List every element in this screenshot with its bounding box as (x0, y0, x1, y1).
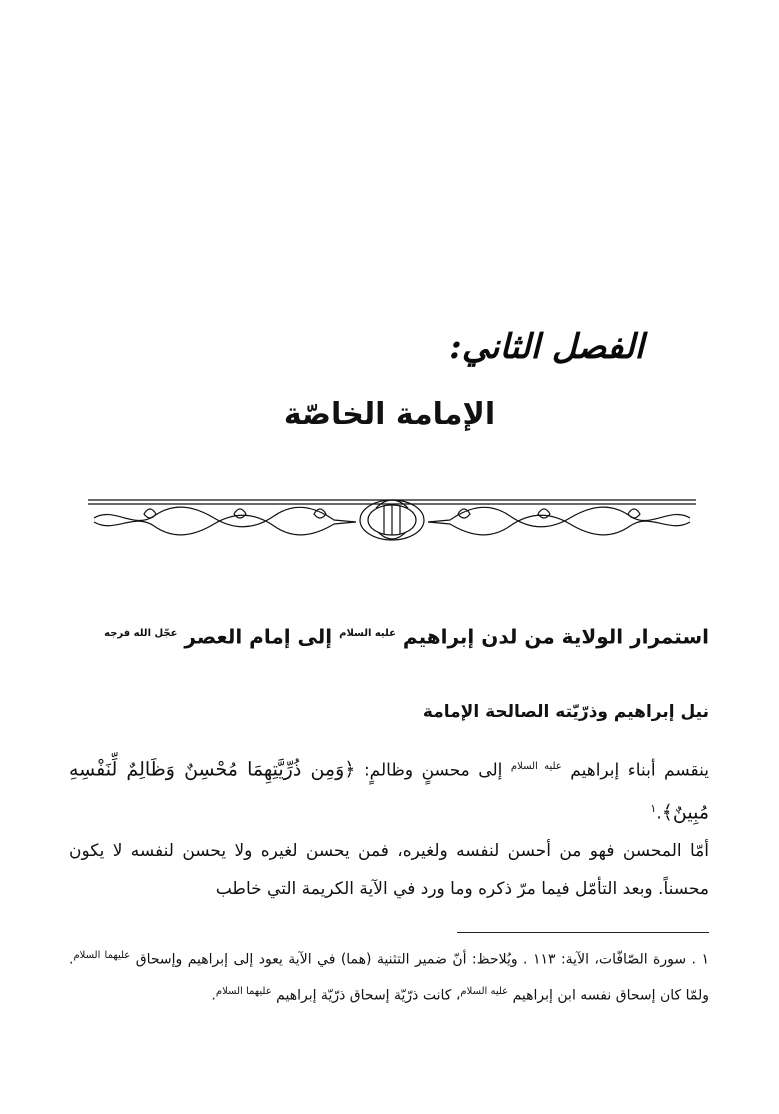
footnotes (69, 940, 709, 1011)
blessing-mark: عجّل الله فرجه (104, 628, 178, 639)
section-heading (69, 616, 709, 655)
chapter-title: الإمامة الخاصّة (283, 397, 496, 432)
ornament-divider (84, 488, 700, 550)
footnote-divider (457, 932, 709, 933)
paragraph-text: . (656, 803, 662, 824)
blessing-mark: عليه السلام (510, 761, 562, 772)
blessing-mark: عليه السلام (460, 985, 509, 997)
paragraph: أمّا المحسن فهو من أحسن لنفسه ولغيره، فمن يحسن لغيره ولا يحسن لنفسه لا يكون محسناً. وبعد التأمّل فيما مرّ ذكره وما ورد في الآية الكريمة التي خاطب (69, 841, 709, 900)
section-heading-text: استمرار الولاية من لدن إبراهيم (402, 624, 709, 649)
paragraph (69, 748, 709, 832)
chapter-label: الفصل الثاني: (449, 327, 644, 367)
section-heading-tail: إلى إمام العصر (184, 624, 333, 649)
paragraph-text: إلى محسنٍ وظالمٍ: (363, 760, 503, 781)
footnote-text: . ولمّا كان إسحاق نفسه ابن إبراهيم (69, 951, 709, 1004)
subsection-heading: نيل إبراهيم وذرّيّته الصالحة الإمامة (422, 702, 709, 722)
blessing-mark: عليهما السلام (215, 985, 272, 997)
paragraph-text: ينقسم أبناء إبراهيم (570, 760, 709, 781)
blessing-mark: عليه السلام (339, 628, 396, 639)
body-text (69, 748, 709, 908)
footnote-text: ١ . سورة الصّافّات، الآية: ١١٣ . ويُلاحظ: أنّ ضمير التثنية (هما) في الآية يعود إلى إبراهيم وإسحاق (135, 951, 709, 968)
footnote-reference: ١ (650, 801, 657, 815)
footnote-text: ، كانت ذرّيّة إسحاق ذرّيّة إبراهيم (276, 987, 461, 1004)
quran-verse: ﴿وَمِن ذُرِّيَّتِهِمَا مُحْسِنٌ وَظَالِمٌ لِّنَفْسِهِ مُبِينٌ﴾ (69, 758, 709, 824)
footnote-text: . (211, 987, 216, 1004)
blessing-mark: عليهما السلام (73, 950, 131, 961)
